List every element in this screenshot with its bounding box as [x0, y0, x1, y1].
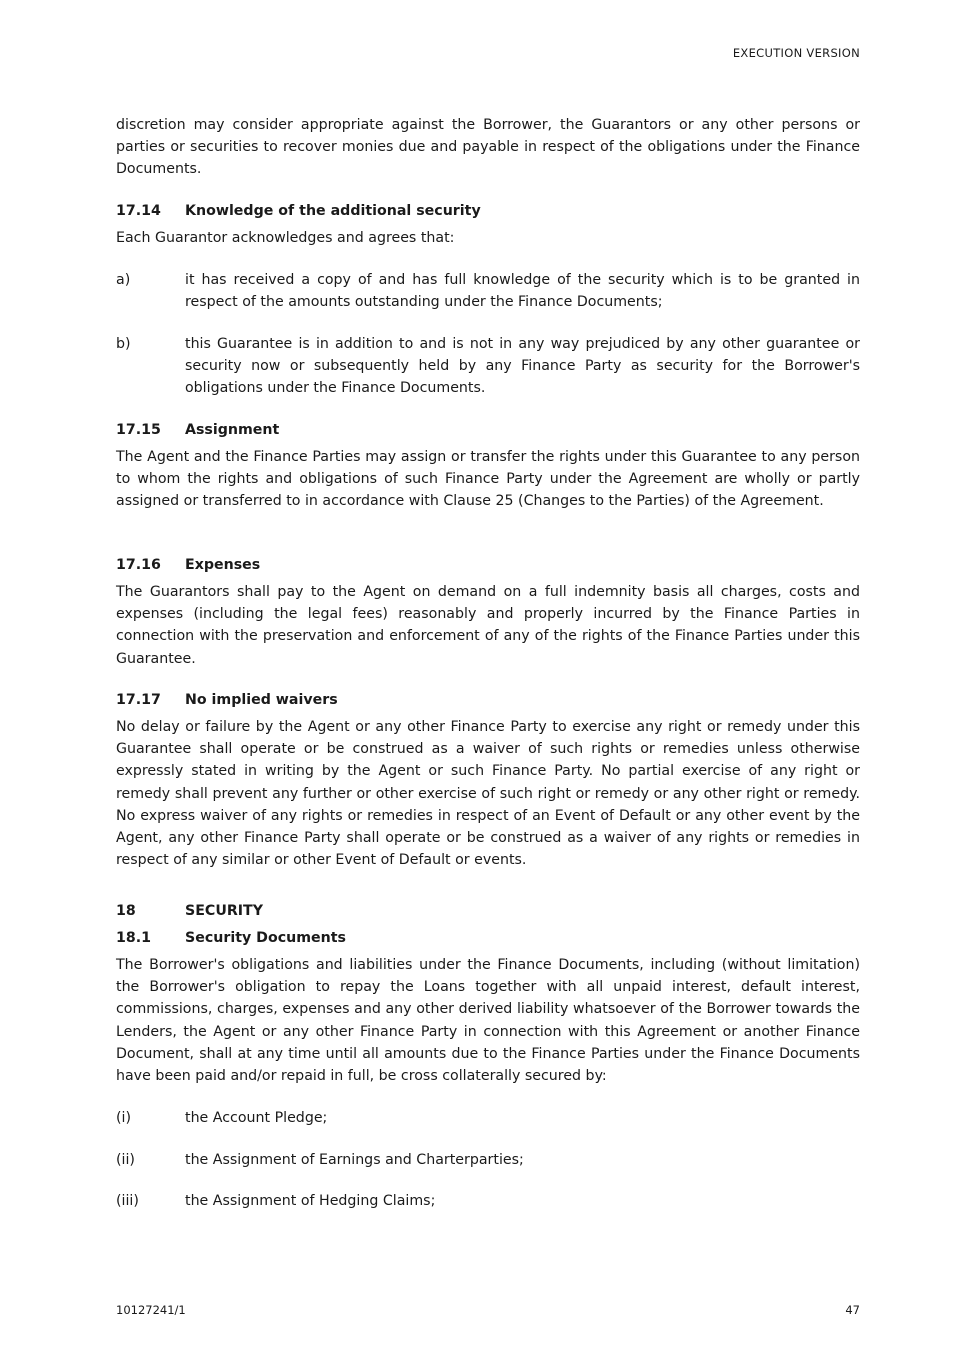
list-item-text: the Account Pledge;	[185, 1110, 328, 1126]
section-17-14-heading	[116, 200, 860, 222]
section-title: Knowledge of the additional security	[185, 203, 481, 219]
section-17-17-heading	[116, 689, 860, 711]
section-17-15-body: The Agent and the Finance Parties may assign or transfer the rights under this Guarantee to any person to whom the rights and obligations of such Finance Party under the Agreement are wholly or partly assigned or transferred to in accordance with Clause 25 (Changes to the Parties) of the Agreement.	[116, 449, 860, 510]
section-18-heading	[116, 900, 860, 922]
section-number: 17.17	[116, 692, 161, 708]
document-reference: 10127241/1	[116, 1303, 186, 1317]
version-header: EXECUTION VERSION	[732, 46, 860, 60]
list-item-label: b)	[116, 336, 131, 352]
intro-paragraph: discretion may consider appropriate against the Borrower, the Guarantors or any other persons or parties or securities to recover monies due and payable in respect of the obligations under the Finance Documents.	[116, 117, 860, 178]
section-number: 18.1	[116, 930, 152, 946]
list-item-label: (i)	[116, 1110, 132, 1126]
section-17-17-body: No delay or failure by the Agent or any other Finance Party to exercise any right or remedy under this Guarantee shall operate or be construed as a waiver of such rights or remedies unless otherwise expressly stated in writing by the Agent or such Finance Party. No partial exercise of any right or remedy shall prevent any further or other exercise of such right or remedy or any other right or remedy. No express waiver of any rights or remedies in respect of an Event of Default or any other event by the Agent, any other Finance Party shall operate or be construed as a waiver of any rights or remedies in respect of any similar or other Event of Default or events.	[116, 719, 860, 869]
section-title: Assignment	[185, 422, 280, 438]
section-17-16-body: The Guarantors shall pay to the Agent on demand on a full indemnity basis all charges, costs and expenses (including the legal fees) reasonably and properly incurred by the Finance Parties in connection with the preservation and enforcement of any of the rights of the Finance Parties under this Guarantee.	[116, 584, 860, 667]
list-item	[116, 1149, 860, 1171]
section-number: 17.15	[116, 422, 161, 438]
section-title: Security Documents	[185, 930, 346, 946]
section-17-16-heading	[116, 554, 860, 576]
section-17-15-heading	[116, 419, 860, 441]
list-item-label: a)	[116, 272, 131, 288]
section-18-1-heading	[116, 927, 860, 949]
section-number: 17.14	[116, 203, 161, 219]
section-number: 18	[116, 903, 136, 919]
page-number: 47	[845, 1303, 860, 1317]
list-item-text: it has received a copy of and has full knowledge of the security which is to be granted in respect of the amounts outstanding under the Finance Documents;	[185, 272, 860, 311]
section-title: Expenses	[185, 557, 261, 573]
list-item	[116, 333, 860, 400]
list-item	[116, 269, 860, 313]
section-title: SECURITY	[185, 903, 263, 919]
section-18-1-body: The Borrower's obligations and liabilities under the Finance Documents, including (without limitation) the Borrower's obligation to repay the Loans together with all unpaid interest, default interest, commissions, charges, expenses and any other derived liability whatsoever of the Borrower towards the Lenders, the Agent or any other Finance Party in connection with this Agreement or another Finance Document, shall at any time until all amounts due to the Finance Parties under the Finance Documents have been paid and/or repaid in full, be cross collaterally secured by:	[116, 957, 860, 1085]
list-item-text: the Assignment of Earnings and Charterparties;	[185, 1152, 524, 1168]
section-number: 17.16	[116, 557, 161, 573]
section-17-14-lead: Each Guarantor acknowledges and agrees that:	[116, 230, 455, 246]
list-item-text: the Assignment of Hedging Claims;	[185, 1193, 436, 1209]
list-item	[116, 1107, 860, 1129]
section-title: No implied waivers	[185, 692, 338, 708]
list-item-label: (iii)	[116, 1193, 139, 1209]
list-item-text: this Guarantee is in addition to and is not in any way prejudiced by any other guarantee or security now or subsequently held by any Finance Party as security for the Borrower's obligations under the Finance Documents.	[185, 336, 860, 397]
list-item-label: (ii)	[116, 1152, 135, 1168]
list-item	[116, 1190, 860, 1212]
